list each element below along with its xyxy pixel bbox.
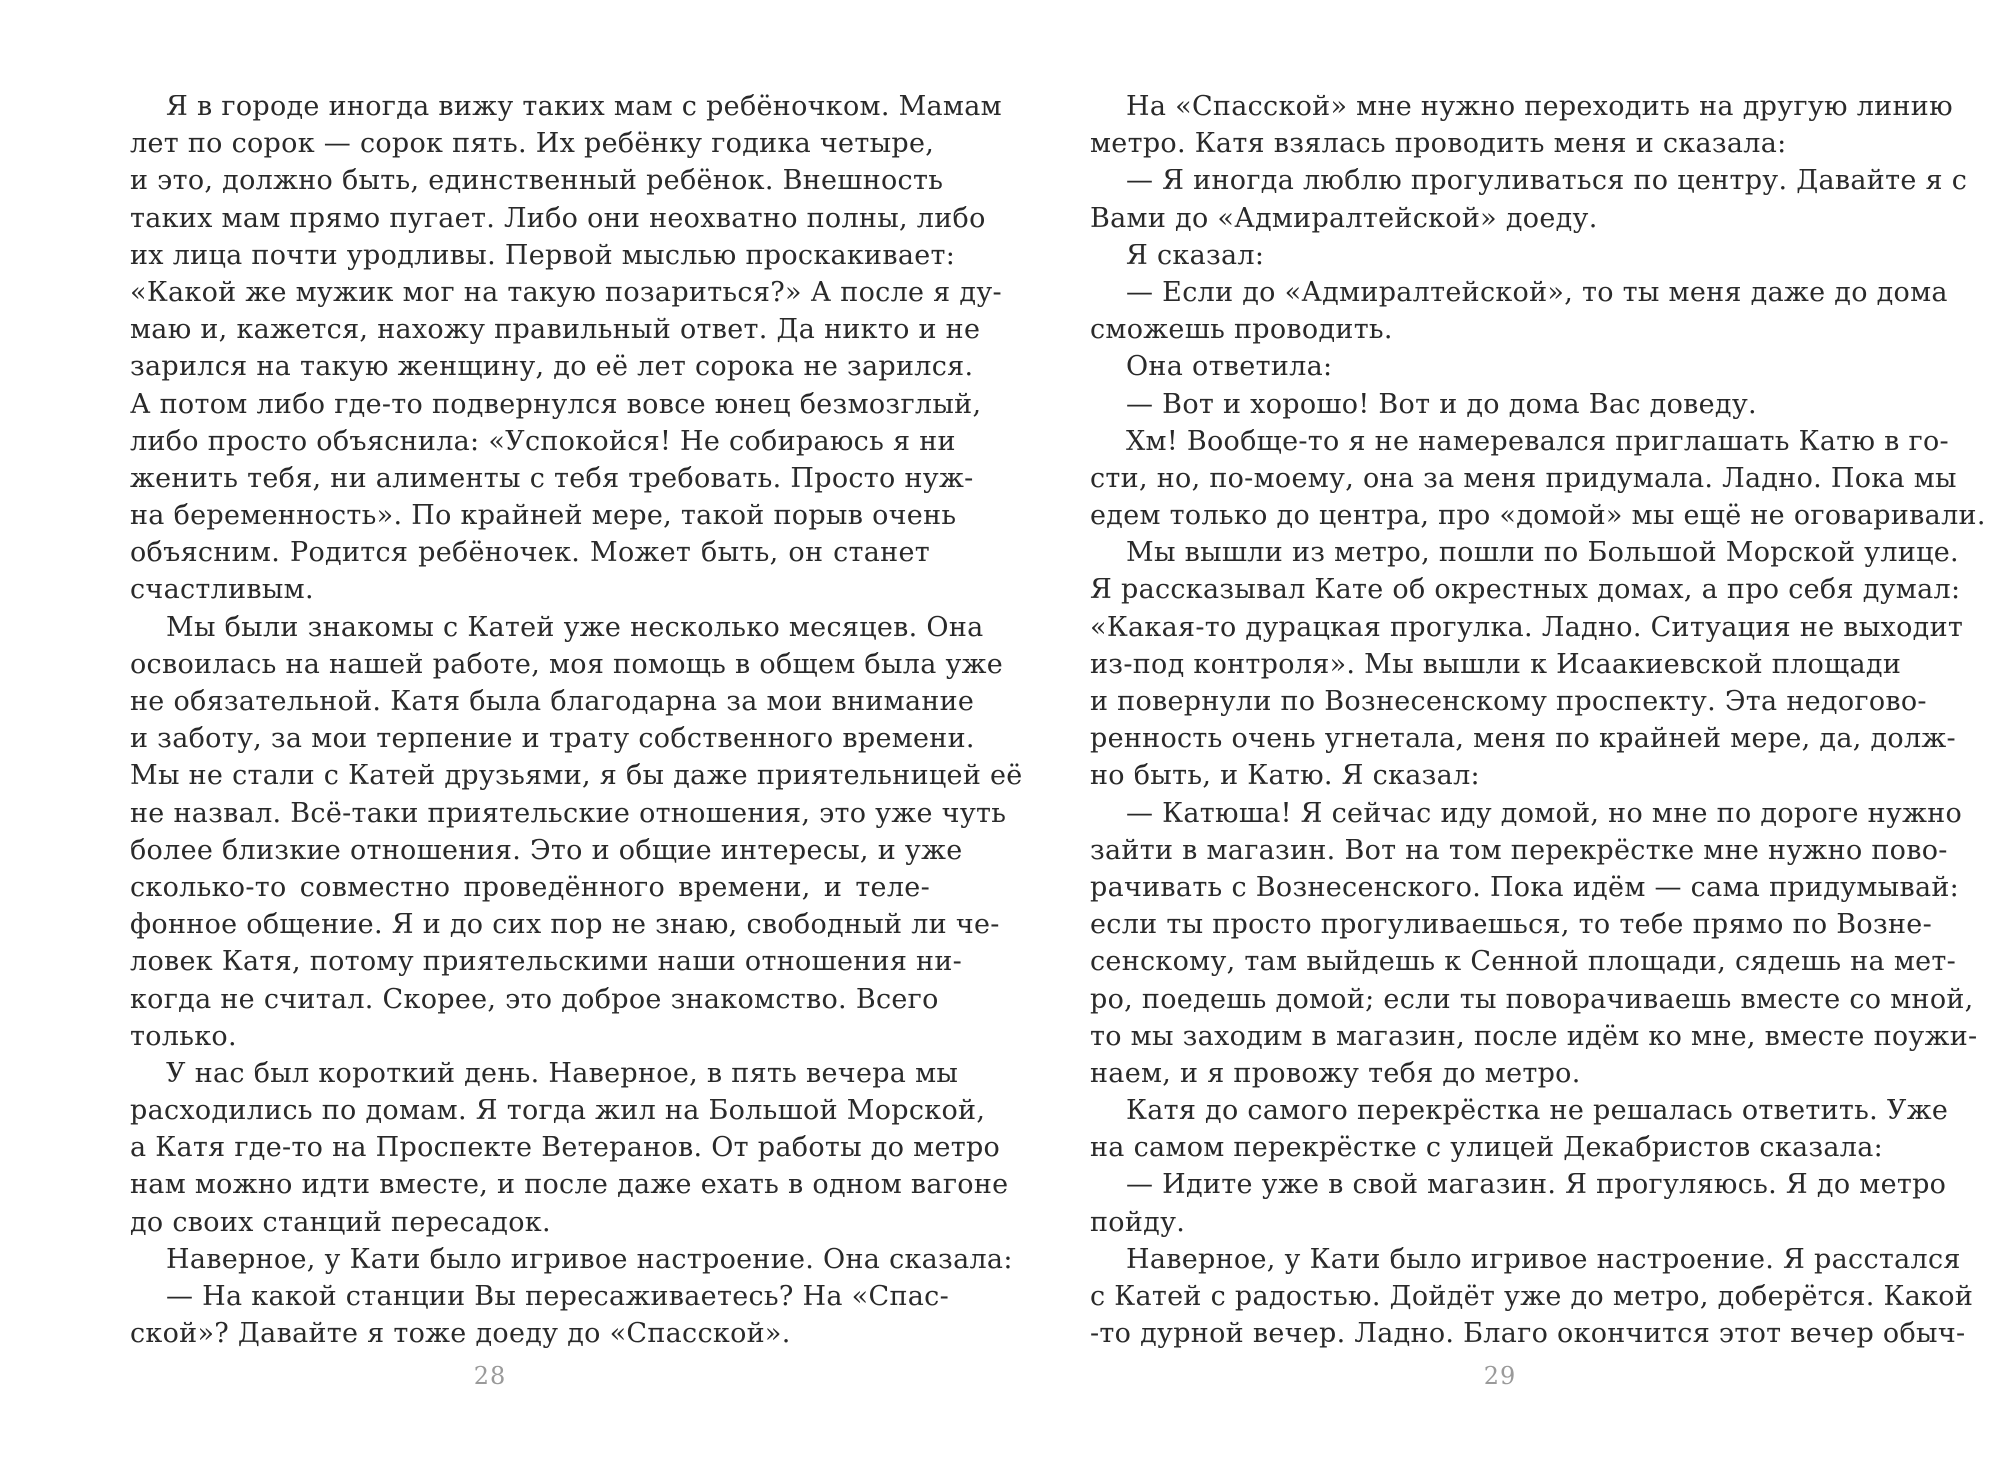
text-line: наем, и я провожу тебя до метро. <box>1090 1057 1581 1089</box>
text-line: а Катя где-то на Проспекте Ветеранов. От работы до метро <box>130 1132 1001 1164</box>
text-line: зайти в магазин. Вот на том перекрёстке мне нужно пово- <box>1090 834 1948 866</box>
text-line: сти, но, по-моему, она за меня придумала. Ладно. Пока мы <box>1090 462 1957 494</box>
text-line: на беременность». По крайней мере, такой порыв очень <box>130 500 957 532</box>
text-line: Хм! Вообще-то я не намеревался приглашать Катю в го- <box>1126 425 1949 457</box>
text-line: когда не считал. Скорее, это доброе знакомство. Всего <box>130 983 939 1015</box>
text-line: — Вот и хорошо! Вот и до дома Вас доведу. <box>1126 388 1757 420</box>
text-line: до своих станций пересадок. <box>130 1206 551 1238</box>
text-line: либо просто объяснила: «Успокойся! Не собираюсь я ни <box>130 425 956 457</box>
text-line: — Катюша! Я сейчас иду домой, но мне по дороге нужно <box>1126 797 1963 829</box>
text-line: женить тебя, ни алименты с тебя требовать. Просто нуж- <box>130 462 974 494</box>
text-line: Катя до самого перекрёстка не решалась ответить. Уже <box>1126 1095 1949 1127</box>
text-line: маю и, кажется, нахожу правильный ответ. Да никто и не <box>130 314 981 346</box>
text-line: таких мам прямо пугает. Либо они неохватно полны, либо <box>130 202 986 234</box>
text-line: — Если до «Адмиралтейской», то ты меня даже до дома <box>1126 276 1948 308</box>
text-line: фонное общение. Я и до сих пор не знаю, свободный ли че- <box>130 909 1000 941</box>
text-line: объясним. Родится ребёночек. Может быть, он станет <box>130 537 930 569</box>
text-line: Мы вышли из метро, пошли по Большой Морской улице. <box>1126 537 1959 569</box>
text-line: Наверное, у Кати было игривое настроение. Я расстался <box>1126 1243 1961 1275</box>
text-line: если ты просто прогуливаешься, то тебе прямо по Возне- <box>1090 909 1932 941</box>
text-line: А потом либо где-то подвернулся вовсе юнец безмозглый, <box>130 388 982 420</box>
text-line: — На какой станции Вы пересаживаетесь? На «Спас- <box>166 1281 949 1312</box>
text-line: пойду. <box>1090 1206 1186 1238</box>
text-line: метро. Катя взялась проводить меня и сказала: <box>1090 128 1787 160</box>
text-line: только. <box>130 1020 237 1052</box>
text-line: Мы не стали с Катей друзьями, я бы даже приятельницей её <box>130 760 1023 792</box>
text-line: Наверное, у Кати было игривое настроение. Она сказала: <box>166 1243 1013 1275</box>
text-line: то мы заходим в магазин, после идём ко мне, вместе поужи- <box>1090 1020 1978 1052</box>
left-page-text <box>130 88 1023 1352</box>
text-line: из-под контроля». Мы вышли к Исаакиевской площади <box>1090 648 1902 680</box>
text-line: и заботу, за мои терпение и трату собственного времени. <box>130 723 975 755</box>
text-line: более близкие отношения. Это и общие интересы, и уже <box>130 834 963 866</box>
text-line: освоилась на нашей работе, моя помощь в общем была уже <box>130 648 1004 680</box>
text-line: ро, поедешь домой; если ты поворачиваешь вместе со мной, <box>1090 983 1974 1015</box>
text-line: их лица почти уродливы. Первой мыслью проскакивает: <box>130 239 956 271</box>
text-line: «Какой же мужик мог на такую позариться?» А после я ду- <box>130 276 1002 308</box>
left-page-number: 28 <box>473 1362 507 1390</box>
text-line: и повернули по Вознесенскому проспекту. Эта недогово- <box>1090 686 1927 717</box>
right-page-text <box>1090 88 1986 1352</box>
text-line: и это, должно быть, единственный ребёнок. Внешность <box>130 165 944 197</box>
right-page <box>1000 0 2000 1470</box>
text-line: Я сказал: <box>1126 239 1265 271</box>
text-line: не назвал. Всё-таки приятельские отношения, это уже чуть <box>130 797 1007 829</box>
text-line: -то дурной вечер. Ладно. Благо окончится этот вечер обыч- <box>1090 1318 1966 1350</box>
text-line: ской»? Давайте я тоже доеду до «Спасской». <box>130 1318 791 1350</box>
text-line: У нас был короткий день. Наверное, в пять вечера мы <box>166 1057 959 1089</box>
text-line: счастливым. <box>130 574 314 606</box>
text-line: нам можно идти вместе, и после даже ехать в одном вагоне <box>130 1169 1009 1201</box>
text-line: Она ответила: <box>1126 351 1333 383</box>
text-line: — Я иногда люблю прогуливаться по центру. Давайте я с <box>1126 165 1968 197</box>
text-line: но быть, и Катю. Я сказал: <box>1090 760 1480 792</box>
right-page-number: 29 <box>1483 1362 1517 1390</box>
text-line: Я в городе иногда вижу таких мам с ребёночком. Мамам <box>166 91 1002 122</box>
text-line: — Идите уже в свой магазин. Я прогуляюсь. Я до метро <box>1126 1169 1947 1201</box>
text-line: на самом перекрёстке с улицей Декабристов сказала: <box>1090 1132 1884 1164</box>
text-line: лет по сорок — сорок пять. Их ребёнку годика четыре, <box>130 128 935 160</box>
text-line: Мы были знакомы с Катей уже несколько месяцев. Она <box>166 611 984 643</box>
text-line: Я рассказывал Кате об окрестных домах, а про себя думал: <box>1090 574 1961 606</box>
text-line: Вами до «Адмиралтейской» доеду. <box>1090 202 1598 234</box>
text-line: не обязательной. Катя была благодарна за мои внимание <box>130 686 975 717</box>
text-line: сможешь проводить. <box>1090 314 1393 346</box>
text-line: сколько-то совместно проведённого времени, и теле- <box>130 871 930 903</box>
text-line: ренность очень угнетала, меня по крайней мере, да, долж- <box>1090 723 1956 755</box>
text-line: ловек Катя, потому приятельскими наши отношения ни- <box>130 946 963 978</box>
text-line: рачивать с Вознесенского. Пока идём — сама придумывай: <box>1090 871 1960 903</box>
text-line: расходились по домам. Я тогда жил на Большой Морской, <box>130 1095 986 1127</box>
text-line: На «Спасской» мне нужно переходить на другую линию <box>1126 91 1953 122</box>
text-line: с Катей с радостью. Дойдёт уже до метро, доберётся. Какой <box>1090 1281 1974 1312</box>
text-line: зарился на такую женщину, до её лет сорока не зарился. <box>130 351 974 383</box>
text-line: «Какая-то дурацкая прогулка. Ладно. Ситуация не выходит <box>1090 611 1964 643</box>
text-line: едем только до центра, про «домой» мы ещё не оговаривали. <box>1090 500 1986 532</box>
text-line: сенскому, там выйдешь к Сенной площади, сядешь на мет- <box>1090 946 1957 978</box>
